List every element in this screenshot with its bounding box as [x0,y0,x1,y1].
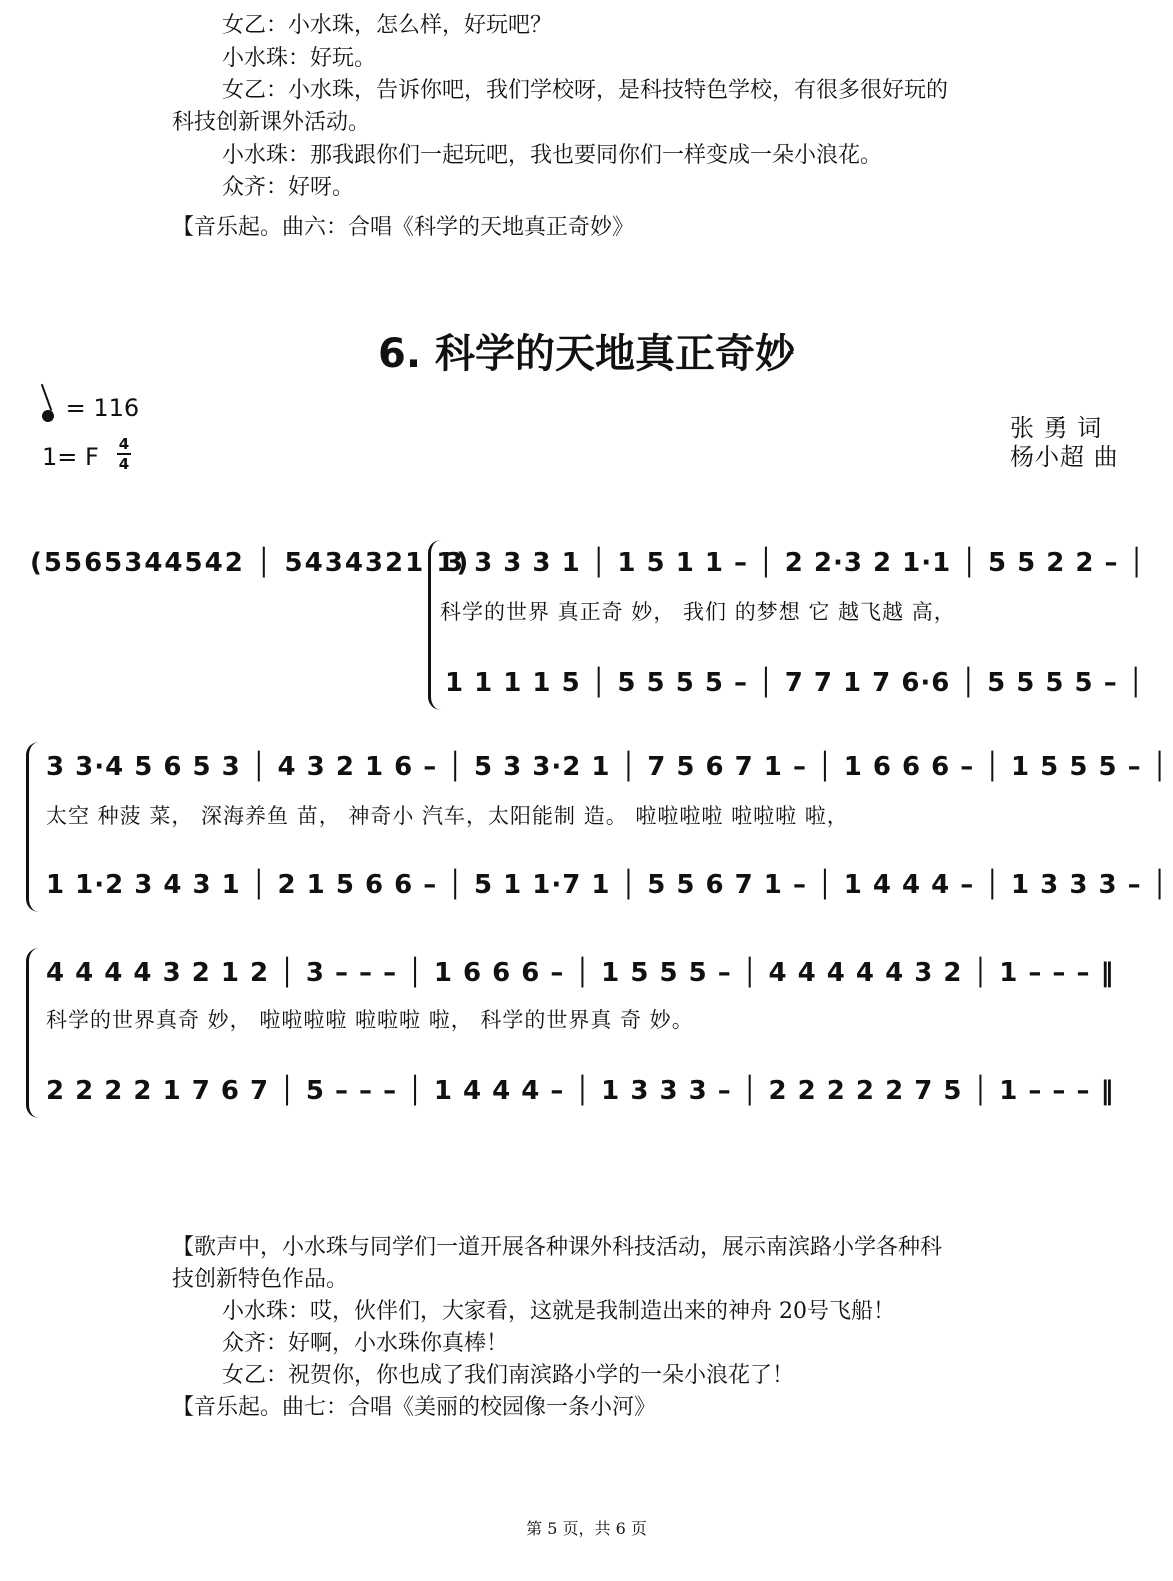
dialogue-line: 众齐：好呀。 [222,175,355,200]
song-title: 6. 科学的天地真正奇妙 [378,331,795,377]
harmony-line: 1 1·2 3 4 3 1 │ 2 1 5 6 6 – │ 5 1 1·7 1 │ 5 5 6 7 1 – │ 1 4 4 4 – │ 1 3 3 3 – │ [46,870,1169,900]
lyrics-line: 科学的世界真奇 妙， 啦啦啦啦 啦啦啦 啦， 科学的世界真 奇 妙。 [46,1008,694,1032]
time-signature-bottom: 4 [118,455,130,473]
dialogue-line: 科技创新课外活动。 [172,110,371,135]
time-signature [117,436,131,472]
harmony-line: 2 2 2 2 1 7 6 7 │ 5 – – – │ 1 4 4 4 – │ 1 3 3 3 – │ 2 2 2 2 2 7 5 │ 1 – – – ‖ [46,1076,1115,1106]
stage-direction: 技创新特色作品。 [172,1267,349,1292]
dialogue-line: 小水珠：那我跟你们一起玩吧，我也要同你们一样变成一朵小浪花。 [222,143,883,168]
lyricist: 张 勇 词 [1010,414,1103,442]
lyrics-line: 科学的世界 真正奇 妙， 我们 的梦想 它 越飞越 高， [440,600,956,624]
dialogue-line: 众齐：好啊，小水珠你真棒！ [222,1331,509,1356]
system-brace [26,742,39,912]
stage-direction: 【音乐起。曲六：合唱《科学的天地真正奇妙》 [172,215,635,240]
tempo-marking [42,394,139,422]
quarter-note-icon [40,408,55,423]
page-footer: 第 5 页，共 6 页 [526,1519,647,1538]
dialogue-line: 女乙：祝贺你，你也成了我们南滨路小学的一朵小浪花了！ [222,1363,795,1388]
melody-line: 3 3 3 3 1 │ 1 5 1 1 – │ 2 2·3 2 1·1 │ 5 5 2 2 – │ [445,548,1146,578]
key-signature: 1= F [42,443,99,471]
system-brace [26,948,39,1118]
intro-notation: (5565344542 │ 5434321 1) [30,548,471,578]
stage-direction: 【音乐起。曲七：合唱《美丽的校园像一条小河》 [172,1395,657,1420]
lyrics-line: 太空 种菠 菜， 深海养鱼 苗， 神奇小 汽车，太阳能制 造。 啦啦啦啦 啦啦啦 啦， [46,804,849,828]
song-credits [1010,414,1119,472]
melody-line: 4 4 4 4 3 2 1 2 │ 3 – – – │ 1 6 6 6 – │ 1 5 5 5 – │ 4 4 4 4 4 3 2 │ 1 – – – ‖ [46,958,1115,988]
time-signature-top: 4 [118,435,130,453]
dialogue-line: 女乙：小水珠，怎么样，好玩吧？ [222,13,553,38]
stage-direction: 【歌声中，小水珠与同学们一道开展各种课外科技活动，展示南滨路小学各种科 [172,1235,943,1260]
harmony-line: 1 1 1 1 5 │ 5 5 5 5 – │ 7 7 1 7 6·6 │ 5 5 5 5 – │ [445,668,1145,698]
melody-line: 3 3·4 5 6 5 3 │ 4 3 2 1 6 – │ 5 3 3·2 1 │ 7 5 6 7 1 – │ 1 6 6 6 – │ 1 5 5 5 – │ [46,752,1169,782]
dialogue-line: 女乙：小水珠，告诉你吧，我们学校呀，是科技特色学校，有很多很好玩的 [222,78,949,103]
tempo-value: = 116 [65,394,140,422]
dialogue-line: 小水珠：哎，伙伴们，大家看，这就是我制造出来的神舟 20号飞船！ [222,1299,895,1324]
composer: 杨小超 曲 [1010,443,1119,471]
dialogue-line: 小水珠：好玩。 [222,46,377,71]
